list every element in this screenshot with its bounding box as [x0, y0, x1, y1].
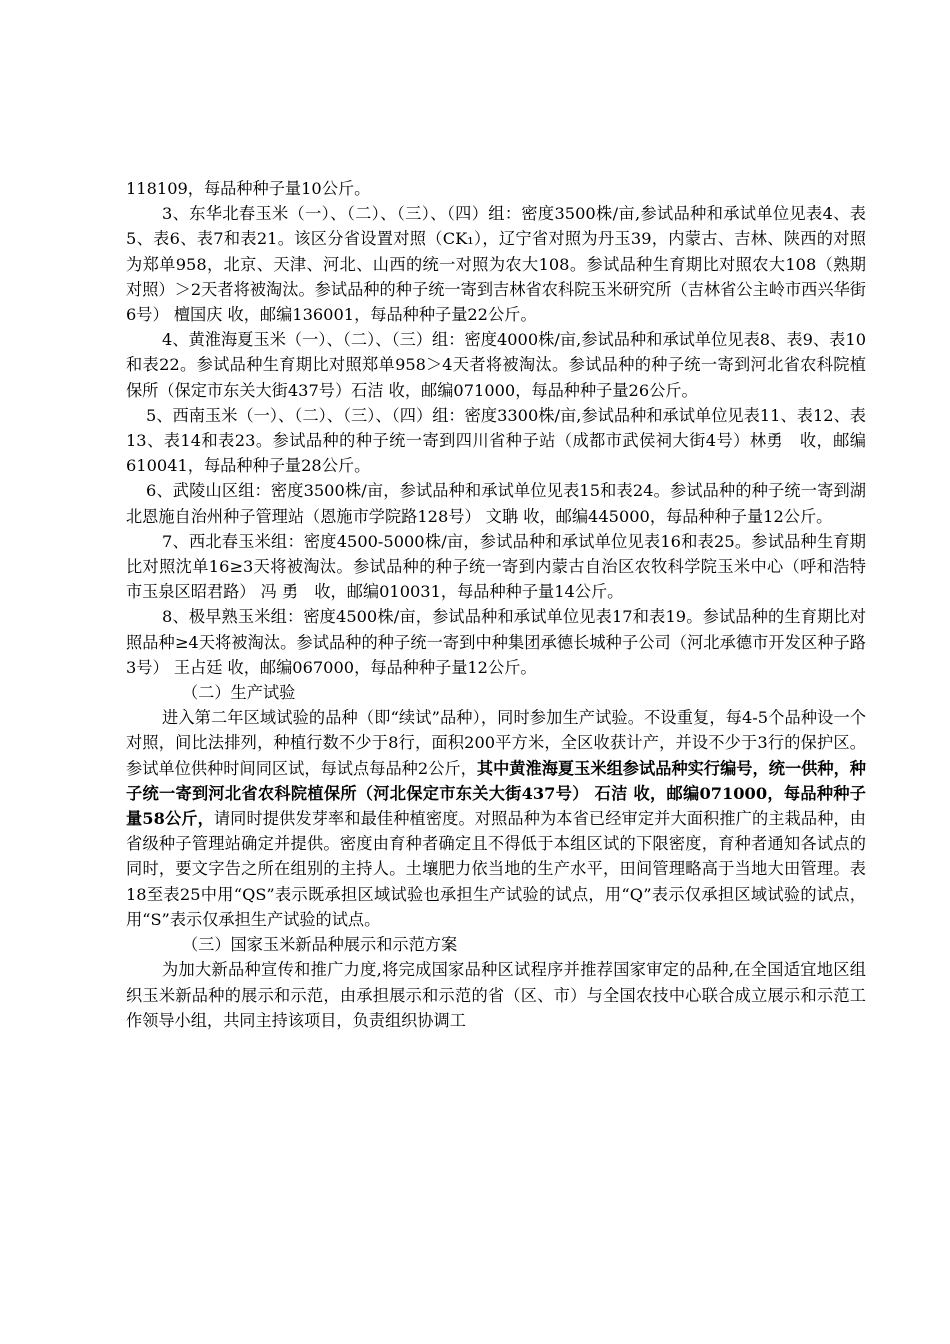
section-heading-production-trial: （二）生产试验 — [182, 683, 296, 703]
paragraph-huanghuaihai-summer-maize: 4、黄淮海夏玉米（一）、（二）、（三）组：密度4000株/亩,参试品种和承试单位见表8、表9、表10和表22。参试品种生育期比对照郑单958＞4天者将被淘汰。参试品种的种子统一寄到河北省农科院植保所（保定市东关大街437号）石洁 收，邮编071000，每品种种子量26公斤。 — [126, 330, 866, 400]
production-trial-text-2: 请同时提供发芽率和最佳种植密度。对照品种为本省已经审定并大面积推广的主栽品种，由省级种子管理站确定并提供。密度由育种者确定且不得低于本组区试的下限密度，育种者通知各试点的同时，要文字告之所在组别的主持人。土壤肥力依当地的生产水平，田间管理略高于当地大田管理。表18至表25中用“QS”表示既承担区域试验也承担生产试验的试点，用“Q”表示仅承担区域试验的试点，用“S”表示仅承担生产试验的试点。 — [126, 809, 866, 929]
paragraph-extra-early-maize: 8、极早熟玉米组：密度4500株/亩，参试品种和承试单位见表17和表19。参试品种的生育期比对照品种≥4天将被淘汰。参试品种的种子统一寄到中种集团承德长城种子公司（河北承德市开发区种子路3号） 王占廷 收，邮编067000，每品种种子量12公斤。 — [126, 607, 866, 677]
production-trial-text-1: 进入第二年区域试验的品种（即“续试”品种），同时参加生产试验。不设重复，每4-5个品种设一个对照，间比法排列，种植行数不少于8行，面积200平方米，全区收获计产，并设不少于3行的保护区。参试单位供种时间同区试，每试点每品种2公斤， — [126, 708, 866, 778]
paragraph-seed-info-continued: 118109，每品种种子量10公斤。 — [126, 179, 371, 198]
paragraph-demonstration: 为加大新品种宣传和推广力度,将完成国家品种区试程序并推荐国家审定的品种,在全国适宜地区组织玉米新品种的展示和示范，由承担展示和示范的省（区、市）与全国农技中心联合成立展示和示范工作领导小组，共同主持该项目，负责组织协调工 — [126, 960, 866, 1030]
paragraph-southwest-maize: 5、西南玉米（一）、（二）、（三）、（四）组：密度3300株/亩,参试品种和承试单位见表11、表12、表13、表14和表23。参试品种的种子统一寄到四川省种子站（成都市武侯祠大街4号）林勇 收，邮编610041，每品种种子量28公斤。 — [126, 405, 866, 476]
paragraph-northwest-spring-maize: 7、西北春玉米组：密度4500-5000株/亩，参试品种和承试单位见表16和表25。参试品种生育期比对照沈单16≥3天将被淘汰。参试品种的种子统一寄到内蒙古自治区农牧科学院玉米中心（呼和浩特市玉泉区昭君路） 冯 勇 收，邮编010031，每品种种子量14公斤。 — [126, 531, 866, 602]
production-trial-bold-text: 其中黄淮海夏玉米组参试品种实行编号，统一供种，种子统一寄到河北省农科院植保所（河北保定市东关大街437号） 石洁 收，邮编071000，每品种种子量58公斤， — [126, 758, 866, 829]
section-heading-demonstration: （三）国家玉米新品种展示和示范方案 — [182, 935, 458, 955]
paragraph-production-trial — [126, 705, 866, 932]
paragraph-wuling-mountain: 6、武陵山区组：密度3500株/亩，参试品种和承试单位见表15和表24。参试品种的种子统一寄到湖北恩施自治州种子管理站（恩施市学院路128号） 文聃 收，邮编445000，每品种种子量12公斤。 — [126, 481, 866, 526]
paragraph-northeast-spring-maize: 3、东华北春玉米（一）、（二）、（三）、（四）组：密度3500株/亩,参试品种和承试单位见表4、表5、表6、表7和表21。该区分省设置对照（CK₁），辽宁省对照为丹玉39，内蒙古、吉林、陕西的对照为郑单958，北京、天津、河北、山西的统一对照为农大108。参试品种生育期比对照农大108（熟期对照）＞2天者将被淘汰。参试品种的种子统一寄到吉林省农科院玉米研究所（吉林省公主岭市西兴华街6号） 檀国庆 收，邮编136001，每品种种子量22公斤。 — [126, 204, 866, 325]
document-body — [126, 176, 866, 1033]
